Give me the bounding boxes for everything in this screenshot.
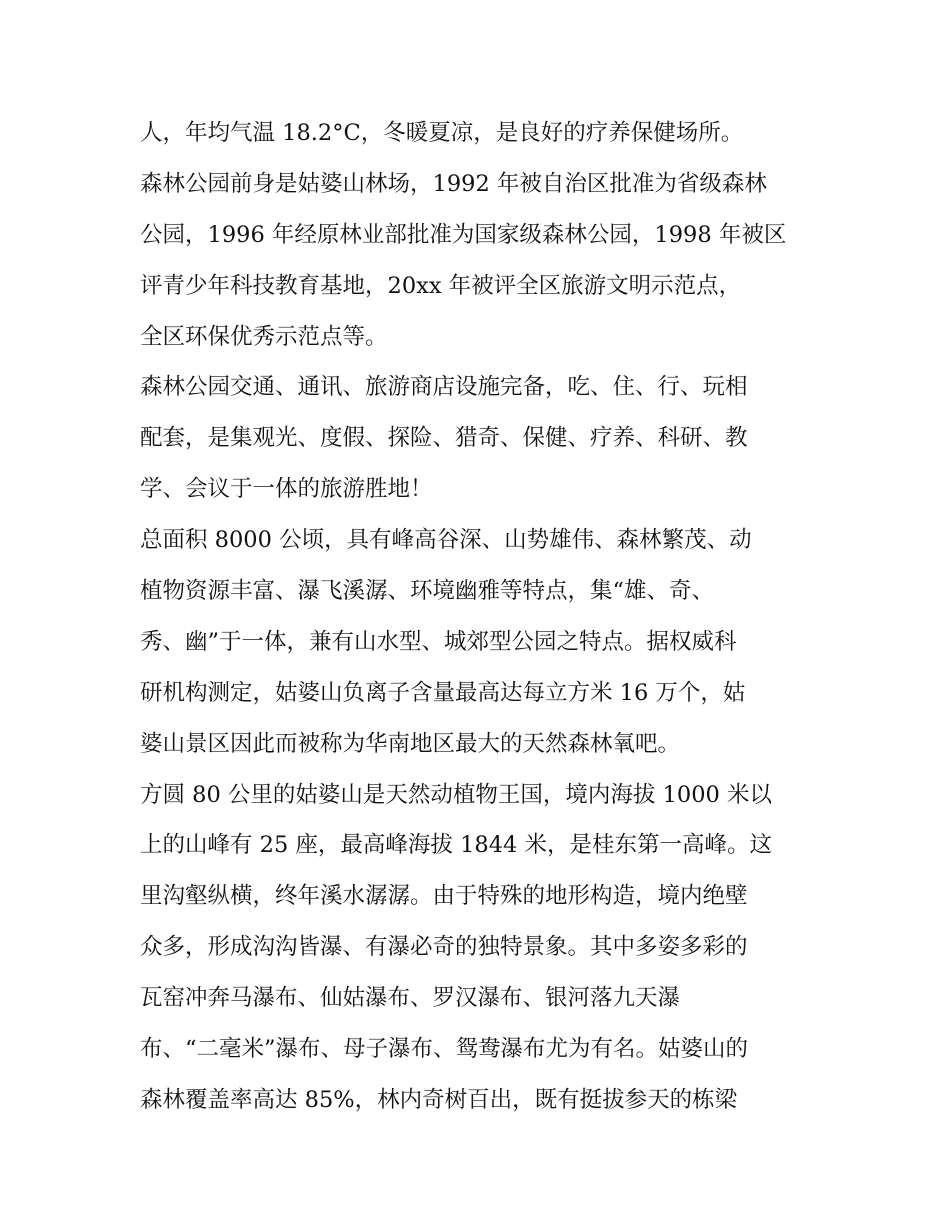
text-line: 方圆 80 公里的姑婆山是天然动植物王国，境内海拔 1000 米以 [140, 781, 773, 808]
text-line: 配套，是集观光、度假、探险、猎奇、保健、疗养、科研、教 [140, 425, 748, 452]
text-line: 全区环保优秀示范点等。 [140, 323, 388, 350]
text-line: 评青少年科技教育基地，20xx 年被评全区旅游文明示范点， [140, 272, 742, 299]
text-line: 瓦窑冲奔马瀑布、仙姑瀑布、罗汉瀑布、银河落九天瀑 [140, 985, 681, 1012]
text-line: 人，年均气温 18.2°C，冬暖夏凉，是良好的疗养保健场所。 [140, 120, 744, 146]
text-line: 森林公园前身是姑婆山林场，1992 年被自治区批准为省级森林 [140, 170, 767, 197]
text-line: 众多，形成沟沟皆瀑、有瀑必奇的独特景象。其中多姿多彩的 [140, 934, 748, 961]
text-line: 森林公园交通、通讯、旅游商店设施完备，吃、住、行、玩相 [140, 374, 748, 401]
text-line: 秀、幽”于一体，兼有山水型、城郊型公园之特点。据权威科 [140, 628, 737, 655]
text-line: 森林覆盖率高达 85%，林内奇树百出，既有挺拔参天的栋梁 [140, 1086, 738, 1113]
text-line: 学、会议于一体的旅游胜地！ [140, 476, 433, 503]
text-line: 里沟壑纵横，终年溪水潺潺。由于特殊的地形构造，境内绝壁 [140, 883, 748, 910]
text-line: 布、“二毫米”瀑布、母子瀑布、鸳鸯瀑布尤为有名。姑婆山的 [140, 1036, 749, 1063]
text-line: 婆山景区因此而被称为华南地区最大的天然森林氧吧。 [140, 730, 681, 757]
text-line: 公园，1996 年经原林业部批准为国家级森林公园，1998 年被区 [140, 221, 787, 248]
text-line: 研机构测定，姑婆山负离子含量最高达每立方米 16 万个，姑 [140, 679, 746, 706]
text-line: 植物资源丰富、瀑飞溪潺、环境幽雅等特点，集“雄、奇、 [140, 578, 715, 605]
text-line: 总面积 8000 公顷，具有峰高谷深、山势雄伟、森林繁茂、动 [140, 527, 752, 554]
text-line: 上的山峰有 25 座，最高峰海拔 1844 米，是桂东第一高峰。这 [140, 832, 773, 859]
body-text [140, 108, 820, 1126]
